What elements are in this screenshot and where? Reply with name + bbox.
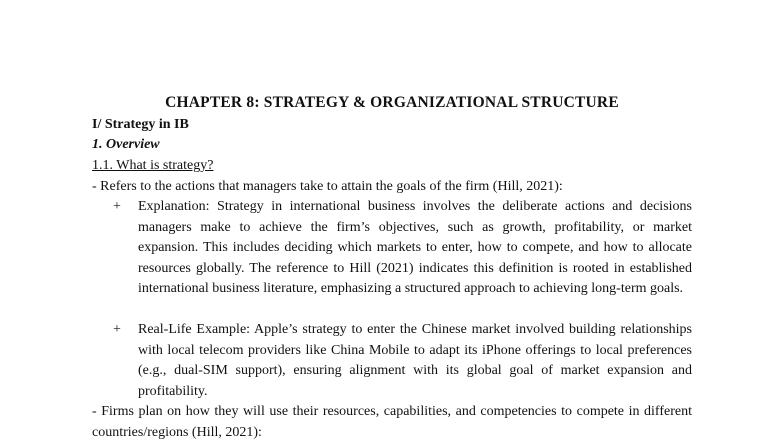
bullet-example: Real-Life Example: Apple’s strategy to enter the Chinese market involved building relationships with local telecom providers like China Mobile to adapt its iPhone offerings to local preferences (e.g., dual-SIM support), ensuring alignment with its global goal of market expansion and profitability. xyxy=(138,322,692,399)
paragraph-definition: - Refers to the actions that managers take to attain the goals of the firm (Hill, 2021): xyxy=(92,179,563,194)
chapter-title: CHAPTER 8: STRATEGY & ORGANIZATIONAL STRUCTURE xyxy=(165,94,619,111)
section-heading: I/ Strategy in IB xyxy=(92,117,189,132)
bullet-mark: + xyxy=(113,322,121,337)
topic-heading: 1.1. What is strategy? xyxy=(92,158,214,173)
subsection-heading: 1. Overview xyxy=(92,137,160,152)
bullet-explanation: Explanation: Strategy in international business involves the deliberate actions and decisions managers make to achieve the firm’s objectives, such as growth, profitability, or market expansion. This includes deciding which markets to enter, how to compete, and how to allocate resources globally. The reference to Hill (2021) indicates this definition is rooted in established international business literature, emphasizing a structured approach to achieving long-term goals. xyxy=(138,199,692,296)
bullet-mark: + xyxy=(113,199,121,214)
paragraph-resources: - Firms plan on how they will use their resources, capabilities, and competencies to compete in different countries/regions (Hill, 2021): xyxy=(92,404,692,440)
